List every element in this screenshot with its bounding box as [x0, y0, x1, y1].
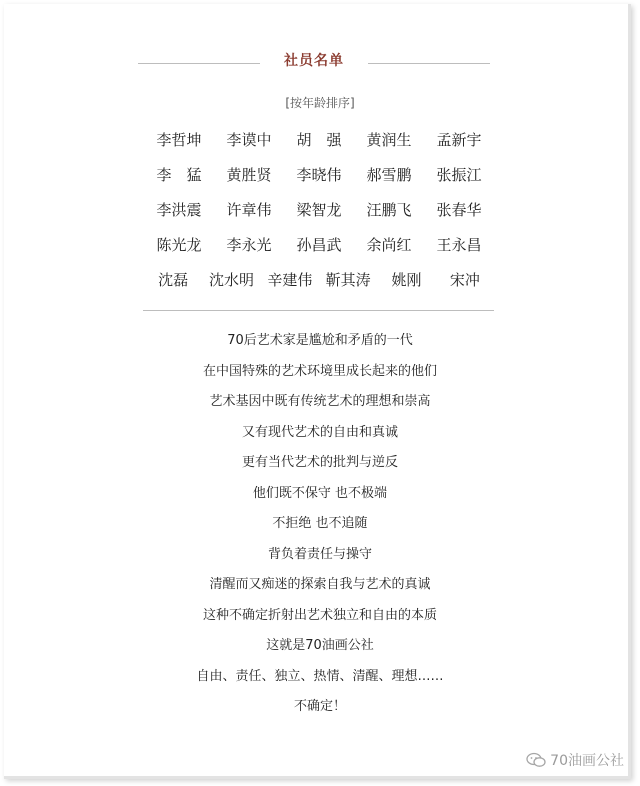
member-name: 王永昌	[436, 236, 482, 254]
wechat-watermark	[526, 750, 624, 770]
member-name: 张春华	[436, 201, 482, 219]
member-name: 黄润生	[366, 131, 412, 149]
manifesto-line: 又有现代艺术的自由和真诚	[241, 424, 398, 440]
member-name: 辛建伟	[267, 271, 313, 289]
watermark-text: 70油画公社	[550, 753, 624, 769]
manifesto-text	[0, 330, 640, 727]
member-name: 余尚红	[366, 236, 412, 254]
member-row	[144, 268, 494, 303]
member-name: 许章伟	[226, 201, 272, 219]
member-list	[144, 128, 494, 303]
manifesto-line: 他们既不保守 也不极端	[252, 485, 388, 501]
page-title: 社员名单	[284, 53, 344, 69]
manifesto-line: 这种不确定折射出艺术独立和自由的本质	[202, 607, 437, 623]
member-name: 沈磊	[158, 271, 189, 289]
member-row	[144, 198, 494, 233]
member-name: 胡 强	[296, 131, 342, 149]
member-name: 李永光	[226, 236, 272, 254]
member-name: 郝雪鹏	[366, 166, 412, 184]
member-name: 梁智龙	[296, 201, 342, 219]
member-name: 孟新宇	[436, 131, 482, 149]
manifesto-line: 在中国特殊的艺术环境里成长起来的他们	[202, 363, 437, 379]
manifesto-line: 不拒绝 也不追随	[272, 516, 368, 531]
member-name: 张振江	[436, 166, 482, 184]
manifesto-line: 艺术基因中既有传统艺术的理想和崇高	[209, 394, 431, 409]
wechat-icon	[526, 752, 546, 768]
manifesto-line: 自由、责任、独立、热情、清醒、理想……	[196, 668, 444, 684]
member-name: 靳其涛	[325, 271, 371, 289]
member-name: 孙昌武	[296, 236, 342, 254]
member-name: 李哲坤	[156, 131, 202, 149]
member-name: 李 猛	[156, 166, 202, 184]
manifesto-line: 这就是70油画公社	[266, 638, 374, 653]
member-name: 李谟中	[226, 131, 272, 149]
manifesto-line: 70后艺术家是尴尬和矛盾的一代	[227, 333, 413, 348]
member-row	[144, 128, 494, 163]
member-name: 李晓伟	[296, 166, 342, 184]
sort-note: [按年龄排序]	[285, 96, 355, 110]
member-name: 黄胜贤	[226, 166, 272, 184]
manifesto-line: 更有当代艺术的批判与逆反	[241, 455, 398, 470]
member-name: 汪鹏飞	[366, 201, 412, 219]
member-name: 陈光龙	[156, 236, 202, 254]
member-name: 姚刚	[391, 271, 422, 289]
member-name: 沈水明	[208, 271, 254, 289]
manifesto-line: 清醒而又痴迷的探索自我与艺术的真诚	[209, 577, 431, 592]
member-row	[144, 163, 494, 198]
member-row	[144, 233, 494, 268]
member-name: 宋冲	[449, 271, 480, 289]
title-rule-left	[138, 63, 260, 64]
member-name: 李洪震	[156, 201, 202, 219]
title-row	[138, 50, 490, 74]
manifesto-line: 不确定！	[293, 699, 346, 714]
manifesto-line: 背负着责任与操守	[267, 546, 372, 562]
section-divider	[143, 310, 494, 311]
title-rule-right	[368, 63, 490, 64]
